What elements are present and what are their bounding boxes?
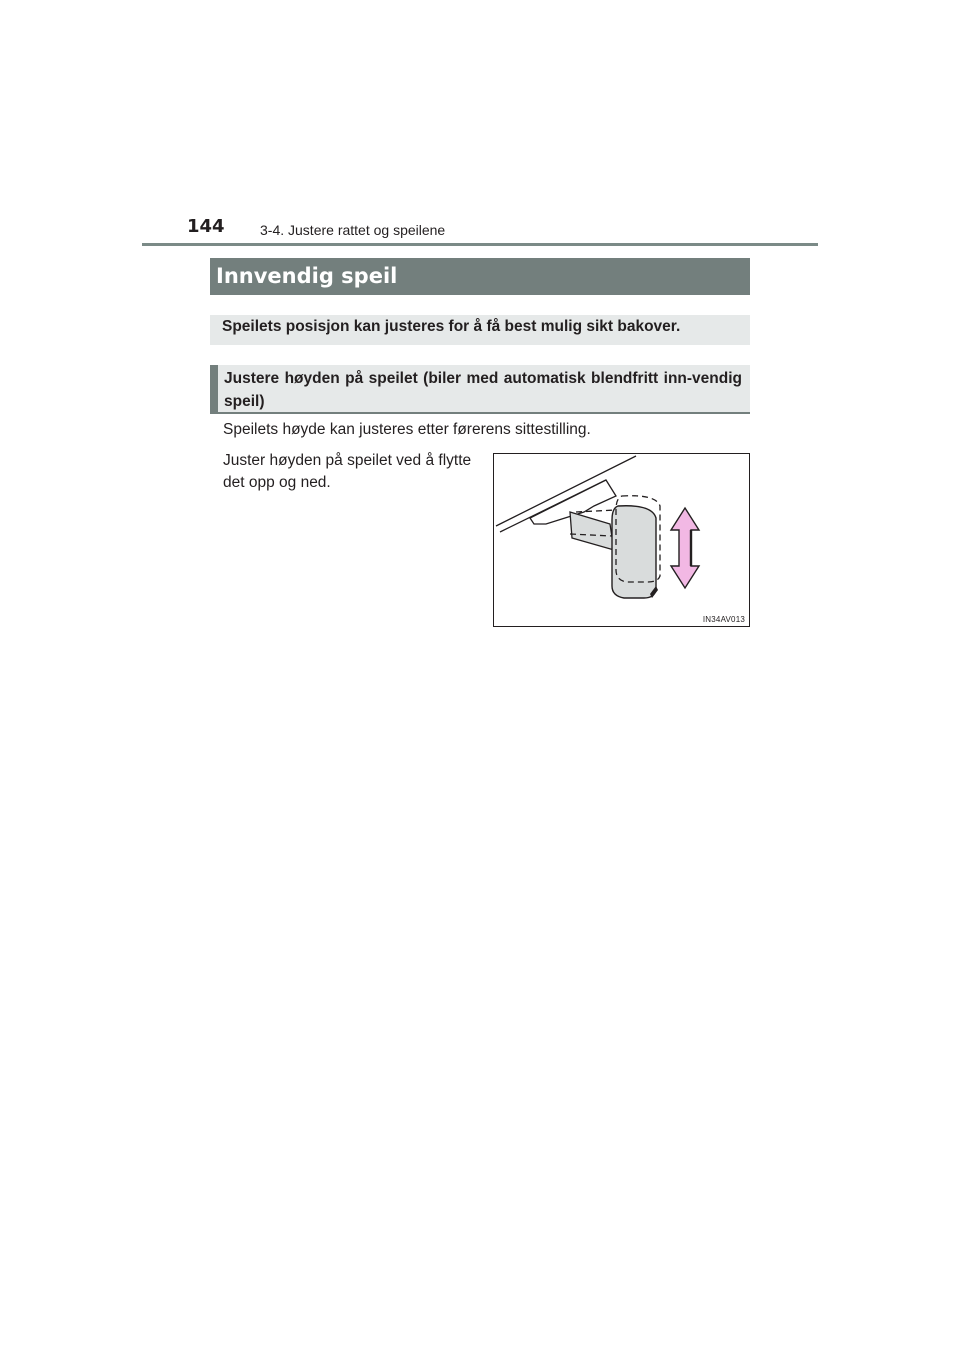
breadcrumb: 3-4. Justere rattet og speilene [260,222,446,238]
page-number: 144 [187,216,225,237]
section-title: Innvendig speil [210,258,750,295]
mirror-figure [493,453,750,627]
up-down-arrow-icon [494,454,749,626]
body-text: Speilets høyde kan justeres etter førerens sittestilling. [223,421,591,438]
header-rule [142,243,818,246]
subsection-heading: Justere høyden på speilet (biler med automatisk blendfritt inn-vendig speil) [210,365,750,414]
instruction-text: Juster høyden på speilet ved å flytte det opp og ned. [223,452,472,491]
intro-box: Speilets posisjon kan justeres for å få best mulig sikt bakover. [210,315,750,345]
figure-code: IN34AV013 [702,615,745,624]
